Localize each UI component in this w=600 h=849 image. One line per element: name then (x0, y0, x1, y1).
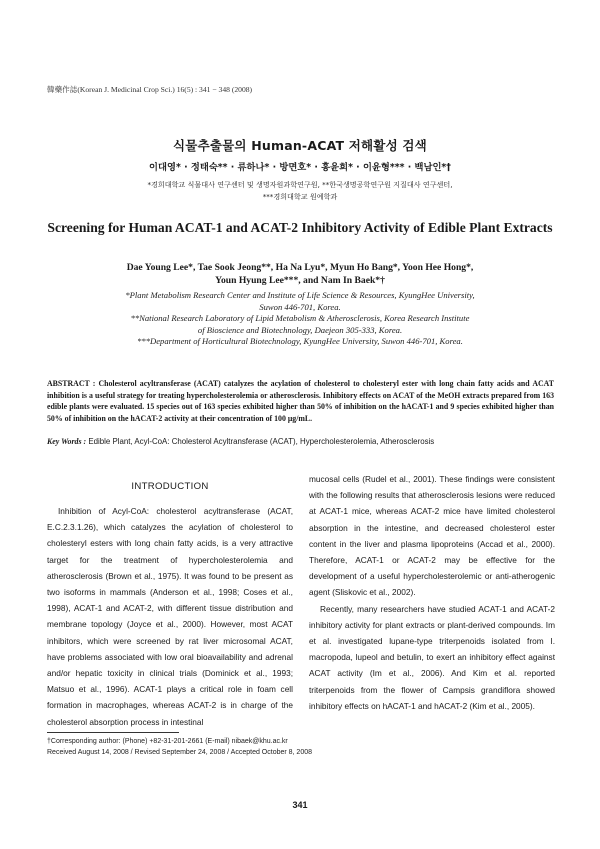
body-paragraph: mucosal cells (Rudel et al., 2001). These findings were consistent with the following results that atherosclerosis lesions were reduced at ACAT-1 mice, whereas ACAT-2 mice have limited cholesterol absorption in the intestine, and decreased cholesterol ester content in the liver and plasma lipoproteins (Accad et al., 2000). Therefore, ACAT-1 or ACAT-2 may be effective for the development of a useful hypercholesterolemic or anti-atherogenic agent (Sliskovic et al., 2002). (309, 474, 555, 598)
english-affiliation-line: of Bioscience and Biotechnology, Daejeon 305-333, Korea. (197, 324, 403, 335)
english-authors-line: Dae Young Lee*, Tae Sook Jeong**, Ha Na Lyu*, Myun Ho Bang*, Yoon Hee Hong*, (126, 262, 474, 273)
korean-affiliation-line: ***경희대학교 원예학과 (262, 191, 338, 201)
section-heading-introduction: INTRODUCTION (131, 481, 209, 492)
english-affiliation-line: **National Research Laboratory of Lipid Metabolism & Atherosclerosis, Korea Research Institute (130, 313, 470, 323)
english-affiliations (30, 290, 570, 348)
keywords (47, 436, 554, 447)
body-paragraph: Inhibition of Acyl-CoA: cholesterol acyltransferase (ACAT, E.C.2.3.1.26), which catalyzes the acylation of cholesterol to cholesteryl esters with long chain fatty acids, is a very attractive target for the treatment of hypercholesterolemia and atherosclerosis (Brown et al., 1975). It was found to be present as two isoforms in mammals (Anderson et al., 1998; Coses et al., 1998), ACAT-1 and ACAT-2, with different tissue distribution and membrane topology (Joyce et al., 2000). However, most ACAT inhibitors, which were screened by rat liver microsomal ACAT, have problems associated with low oral bioavailability and adrenal and/or hepatic toxicity in clinical trials (Dominick et al., 1993; Matsuo et al., 1996). ACAT-1 plays a critical role in foam cell formation in macrophages, whereas ACAT-2 is in charge of the cholesterol absorption process in intestinal (47, 506, 293, 727)
footnotes (47, 737, 554, 758)
english-affiliation-line: ***Department of Horticultural Biotechnology, KyungHee University, Suwon 446-701, Korea. (137, 336, 463, 346)
footnote-divider (47, 732, 179, 733)
journal-header: 韓藥作誌(Korean J. Medicinal Crop Sci.) 16(5) : 341 − 348 (2008) (47, 85, 253, 94)
page-number: 341 (292, 800, 308, 810)
received-dates-note: Received August 14, 2008 / Revised September 24, 2008 / Accepted October 8, 2008 (47, 748, 313, 756)
korean-affiliation-line: *경희대학교 식물대사 연구센터 및 생명자원과학연구원, **한국생명공학연구원 지질대사 연구센터, (147, 180, 453, 189)
korean-affiliations (0, 179, 600, 202)
body-column-left (47, 503, 293, 730)
english-affiliation-line: *Plant Metabolism Research Center and Institute of Life Science & Resources, KyungHee University, (125, 290, 475, 300)
keywords-label: Key Words : (47, 437, 87, 446)
english-affiliation-line: Suwon 446-701, Korea. (259, 301, 341, 312)
body-column-right (309, 471, 555, 714)
english-authors (40, 261, 560, 287)
body-paragraph: Recently, many researchers have studied ACAT-1 and ACAT-2 inhibitory activity for plant extracts or plant-derived compounds. Im et al. investigated lupane-type triterpenoids isolated from I. macropoda, lupeol and betulin, to exert an inhibitory effect against ACAT activity (Im et al., 2006). And Kim et al. reported triterpenoids from the flower of Campsis grandiflora showed inhibitory effects on hACAT-1 and hACAT-2 (Kim et al., 2005). (309, 603, 555, 711)
english-title: Screening for Human ACAT-1 and ACAT-2 Inhibitory Activity of Edible Plant Extracts (47, 220, 553, 235)
korean-authors: 이대영* · 정태숙** · 류하나* · 방면호* · 홍윤희* · 이윤형*** · 백남인*† (149, 162, 451, 173)
corresponding-author-note: †Corresponding author: (Phone) +82-31-201-2661 (E-mail) nibaek@khu.ac.kr (47, 738, 288, 745)
abstract: ABSTRACT : Cholesterol acyltransferase (ACAT) catalyzes the acylation of cholesterol to cholesteryl ester with long chain fatty acids and ACAT inhibition is a useful strategy for treating hypercholesterolemia or atherosclerosis. Inhibitory effects on ACAT of the MeOH extracts prepared from 163 edible plants were evaluated. 15 species out of 163 species exhibited higher than 50% of inhibition on the hACAT-1 and 9 species exhibited higher than 50% of inhibition on the hACAT-2 activity at their concentration of 100 μg/mL. (47, 379, 554, 424)
english-authors-line: Youn Hyung Lee***, and Nam In Baek*† (215, 275, 385, 286)
keywords-text: Edible Plant, Acyl-CoA: Cholesterol Acyltransferase (ACAT), Hypercholesterolemia, Atherosclerosis (86, 437, 435, 446)
korean-title: 식물추출물의 Human-ACAT 저해활성 검색 (173, 138, 427, 153)
